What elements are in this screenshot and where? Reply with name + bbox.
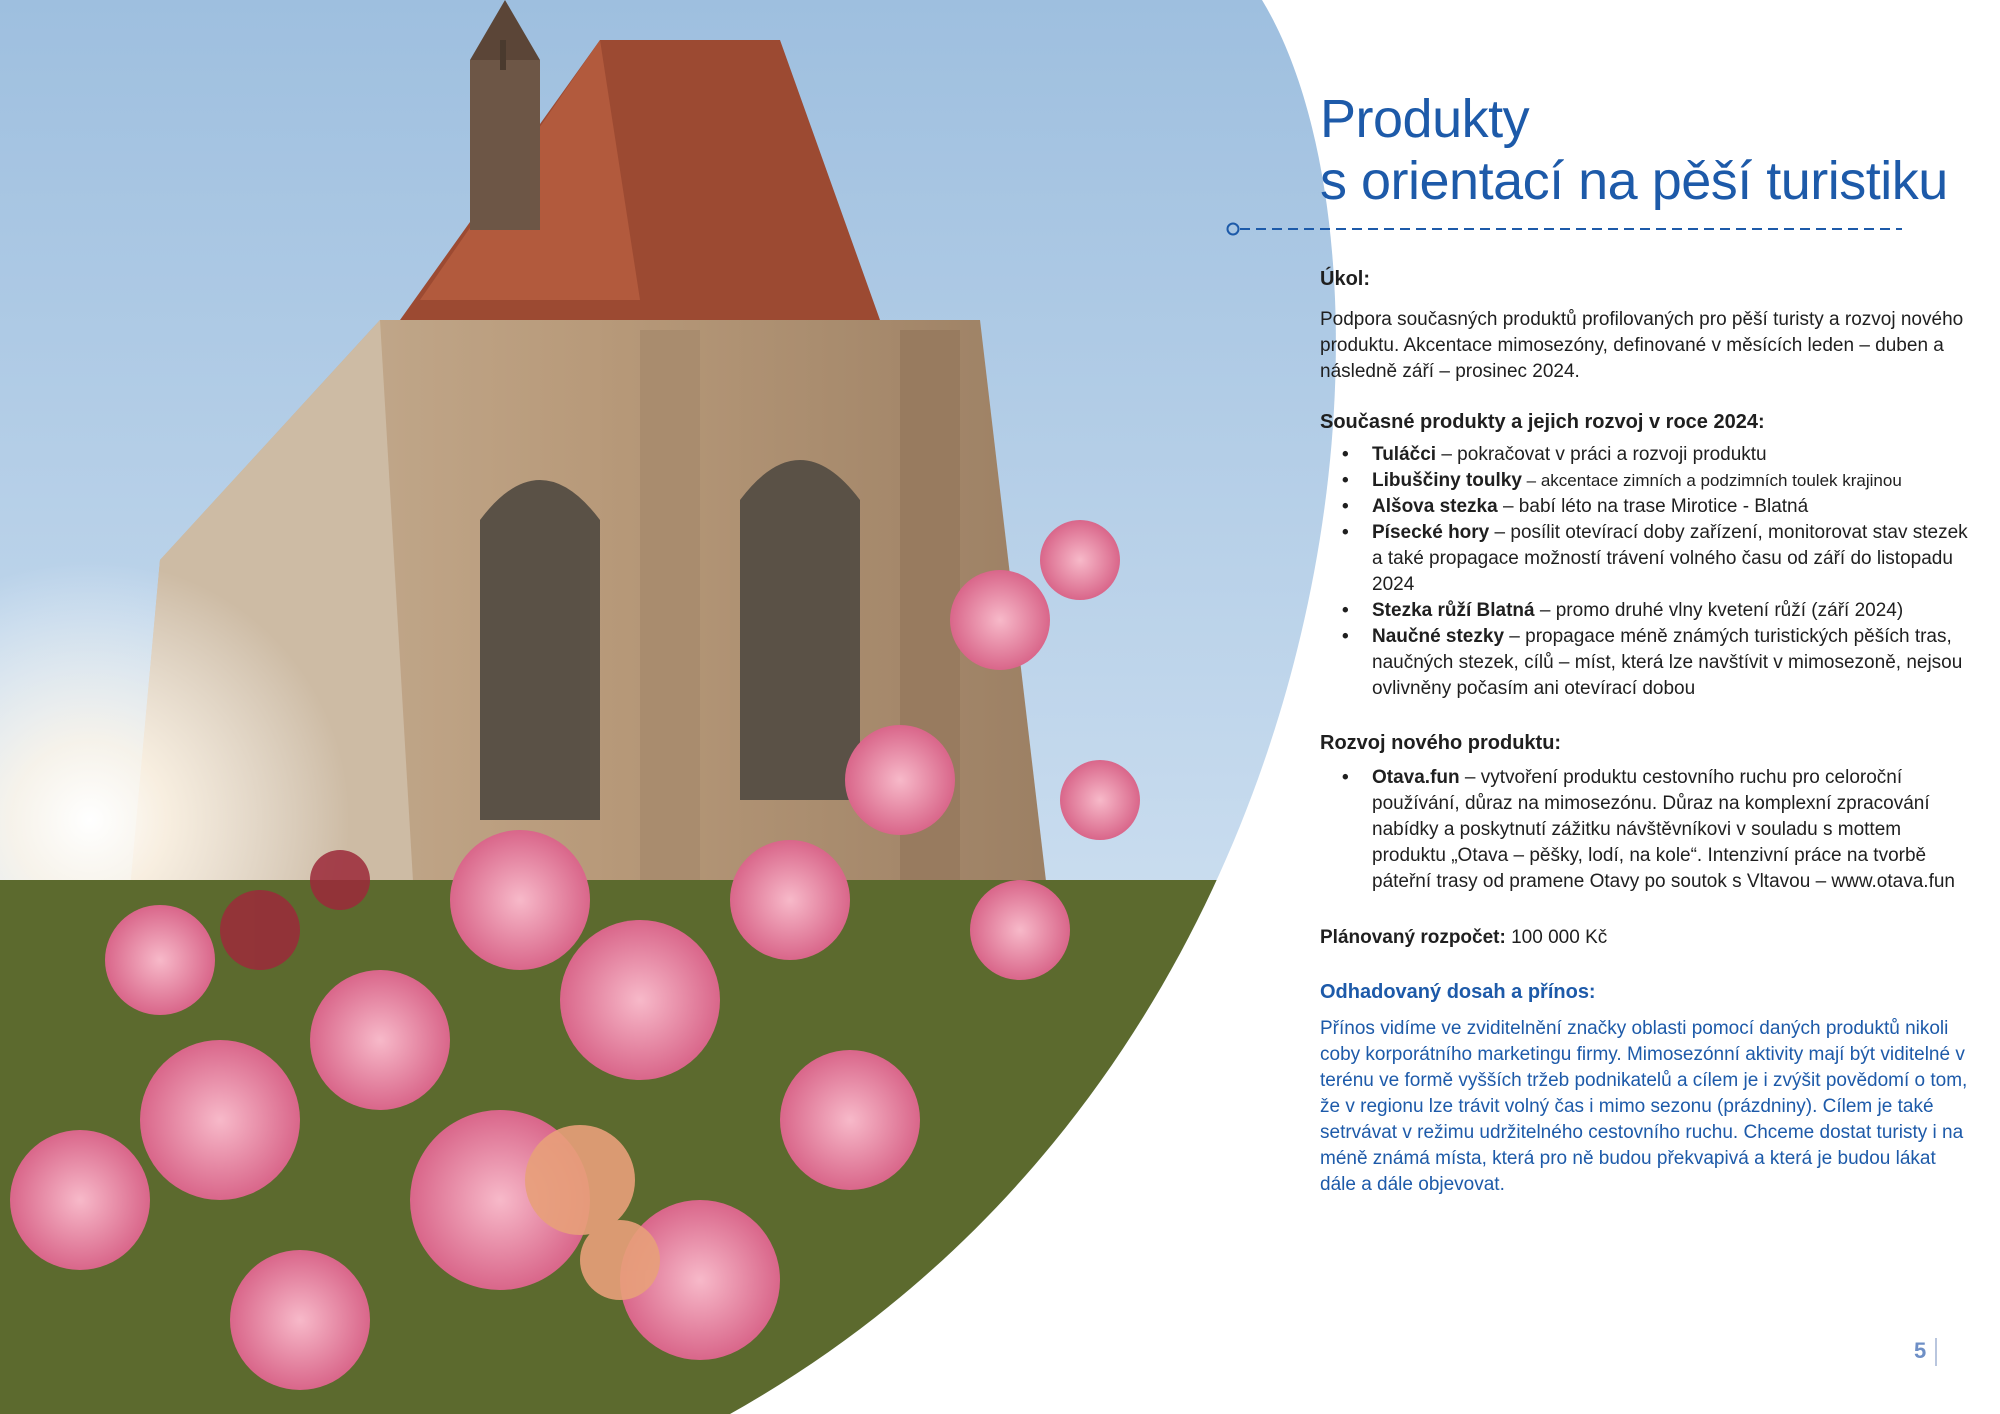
budget-line [1320, 925, 1970, 951]
new-product-heading: Rozvoj nového produktu: [1320, 732, 1562, 754]
list-item: • Stezka růží Blatná – promo druhé vlny kvetení růží (září 2024) [1342, 600, 1904, 621]
reach-section [1320, 981, 1970, 1198]
page-number-bar [1935, 1338, 1937, 1366]
new-product-list [1320, 765, 1970, 895]
list-item: • Tuláčci – pokračovat v práci a rozvoji produktu [1342, 444, 1767, 465]
reach-text: Přínos vidíme ve zviditelnění značky oblasti pomocí daných produktů nikoli coby korporátního marketingu firmy. Mimosezónní aktivity mají být viditelné v terénu ve formě vyšších tržeb podnikatelů a cílem je i zvýšit povědomí o tom, že v regionu lze trávit volný čas i mimo sezonu (prázdniny). Cílem je také setrvávat v režimu udržitelného cestovního ruchu. Chceme dostat turisty i na méně známá místa, která pro ně budou překvapivá a která je budou lákat dále a dále objevovat. [1320, 1018, 1968, 1195]
content-column [1320, 88, 1970, 1198]
budget-label: Plánovaný rozpočet: [1320, 927, 1506, 948]
page-number: 5 [1914, 1338, 1927, 1363]
task-section [1320, 268, 1970, 385]
list-item: • Libuščiny toulky – akcentace zimních a podzimních toulek krajinou [1342, 470, 1902, 491]
page-title: Produkty s orientací na pěší turistiku [1320, 89, 1948, 211]
current-products-heading: Současné produkty a jejich rozvoj v roce 2024: [1320, 411, 1765, 433]
current-products-section [1320, 411, 1970, 702]
new-product-section [1320, 732, 1970, 895]
list-item: • Naučné stezky – propagace méně známých turistických pěších tras, naučných stezek, cílů – míst, která lze navštívit v mimosezoně, nejsou ovlivněny počasím ani otevírací dobou [1342, 626, 1963, 699]
list-item: • Písecké hory – posílit otevírací doby zařízení, monitorovat stav stezek a také propagace možností trávení volného času od září do listopadu 2024 [1342, 522, 1968, 595]
task-text: Podpora současných produktů profilovaných pro pěší turisty a rozvoj nového produktu. Akcentace mimosezóny, definované v měsících leden – duben a následně září – prosinec 2024. [1320, 309, 1964, 382]
budget-value: 100 000 Kč [1505, 927, 1608, 948]
list-item: • Otava.fun – vytvoření produktu cestovního ruchu pro celoroční používání, důraz na mimosezónu. Důraz na komplexní zpracování nabídky a poskytnutí zážitku návštěvníkovi v souladu s mottem produktu „Otava – pěšky, lodí, na kole“. Intenzivní práce na tvorbě páteřní trasy od pramene Otavy po soutok s Vltavou – www.otava.fun [1342, 767, 1955, 892]
task-heading: Úkol: [1320, 268, 1370, 290]
reach-heading: Odhadovaný dosah a přínos: [1320, 981, 1596, 1003]
current-products-list [1320, 442, 1970, 702]
list-item: • Alšova stezka – babí léto na trase Mirotice - Blatná [1342, 496, 1809, 517]
